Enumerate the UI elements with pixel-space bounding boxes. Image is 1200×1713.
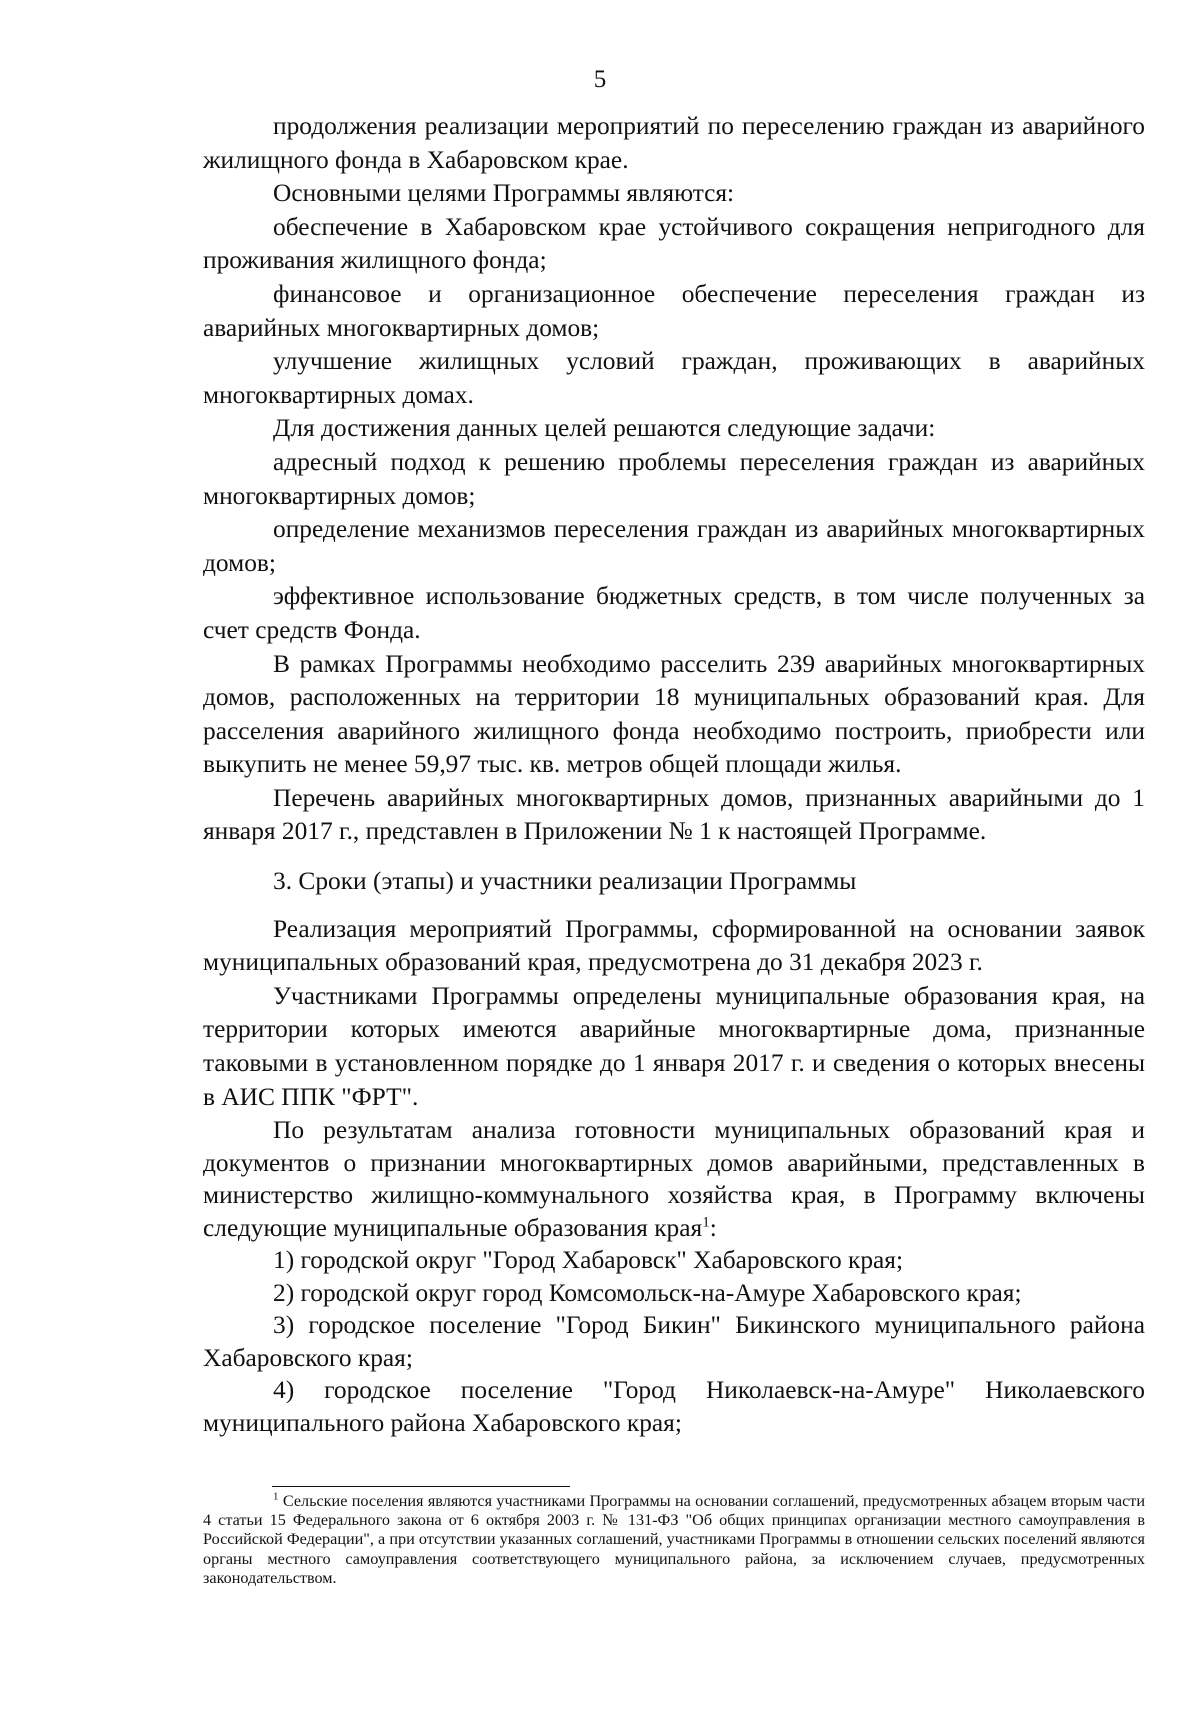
page-number: 5 — [593, 66, 607, 93]
paragraph-continuation: продолжения реализации мероприятий по переселению граждан из аварийного жилищного фонда в Хабаровском крае. — [203, 112, 1145, 174]
paragraph-goals-intro: Основными целями Программы являются: — [273, 179, 735, 208]
footnote-reference[interactable]: 1 — [702, 1214, 710, 1231]
paragraph-resettlement: В рамках Программы необходимо расселить 239 аварийных многоквартирных домов, расположенных на территории 18 муниципальных образований края. Для расселения аварийного жилищного фонда необходимо построить, приобрести или выкупить не менее 59,97 тыс. кв. метров общей площади жилья. — [203, 649, 1145, 779]
footnote-body: Сельские поселения являются участниками Программы на основании соглашений, предусмотренных абзацем вторым части 4 статьи 15 Федерального закона от 6 октября 2003 г. № 131-ФЗ "Об общих принципах организации местного самоуправления в Российской Федерации", а при отсутствии указанных соглашений, участниками Программы в отношении сельских поселений являются органы местного самоуправления соответствующего муниципального района, за исключением случаев, предусмотренных законодательством. — [203, 1492, 1145, 1587]
footnote — [203, 1492, 1145, 1588]
list-item-4: 4) городское поселение "Город Николаевск-на-Амуре" Николаевского муниципального района Хабаровского края; — [203, 1376, 1145, 1437]
analysis-text: По результатам анализа готовности муниципальных образований края и документов о признании многоквартирных домов аварийными, представленных в министерство жилищно-коммунального хозяйства края, в Программу включены следующие муниципальные образования края — [203, 1116, 1145, 1242]
list-item-3: 3) городское поселение "Город Бикин" Бикинского муниципального района Хабаровского края; — [203, 1311, 1145, 1372]
footnote-marker: 1 — [273, 1490, 279, 1503]
list-item-1: 1) городской округ "Город Хабаровск" Хабаровского края; — [273, 1246, 904, 1275]
list-item-2: 2) городской округ город Комсомольск-на-Амуре Хабаровского края; — [273, 1278, 1022, 1307]
footnote-separator — [272, 1486, 570, 1487]
paragraph-timeline: Реализация мероприятий Программы, сформированной на основании заявок муниципальных образований края, предусмотрена до 31 декабря 2023 г. — [203, 914, 1145, 977]
paragraph-list-reference: Перечень аварийных многоквартирных домов, признанных аварийными до 1 января 2017 г., представлен в Приложении № 1 к настоящей Программе. — [203, 783, 1145, 846]
footnote-text — [203, 1492, 1145, 1588]
section-heading: 3. Сроки (этапы) и участники реализации Программы — [273, 867, 857, 896]
analysis-tail: : — [709, 1213, 717, 1242]
document-body — [203, 110, 1145, 1439]
paragraph-participants: Участниками Программы определены муниципальные образования края, на территории которых имеются аварийные многоквартирные дома, признанные таковыми в установленном порядке до 1 января 2017 г. и сведения о которых внесены в АИС ППК "ФРТ". — [203, 981, 1145, 1111]
paragraph-task-1: адресный подход к решению проблемы переселения граждан из аварийных многоквартирных домов; — [203, 447, 1145, 510]
paragraph-tasks-intro: Для достижения данных целей решаются следующие задачи: — [273, 414, 936, 443]
paragraph-goal-1: обеспечение в Хабаровском крае устойчивого сокращения непригодного для проживания жилищного фонда; — [203, 212, 1145, 275]
paragraph-task-3: эффективное использование бюджетных средств, в том числе полученных за счет средств Фонда. — [203, 582, 1145, 644]
paragraph-goal-3: улучшение жилищных условий граждан, проживающих в аварийных многоквартирных домах. — [203, 347, 1145, 409]
paragraph-analysis — [203, 1114, 1145, 1244]
paragraph-goal-2: финансовое и организационное обеспечение переселения граждан из аварийных многоквартирных домов; — [203, 279, 1145, 342]
paragraph-task-2: определение механизмов переселения граждан из аварийных многоквартирных домов; — [203, 515, 1145, 577]
